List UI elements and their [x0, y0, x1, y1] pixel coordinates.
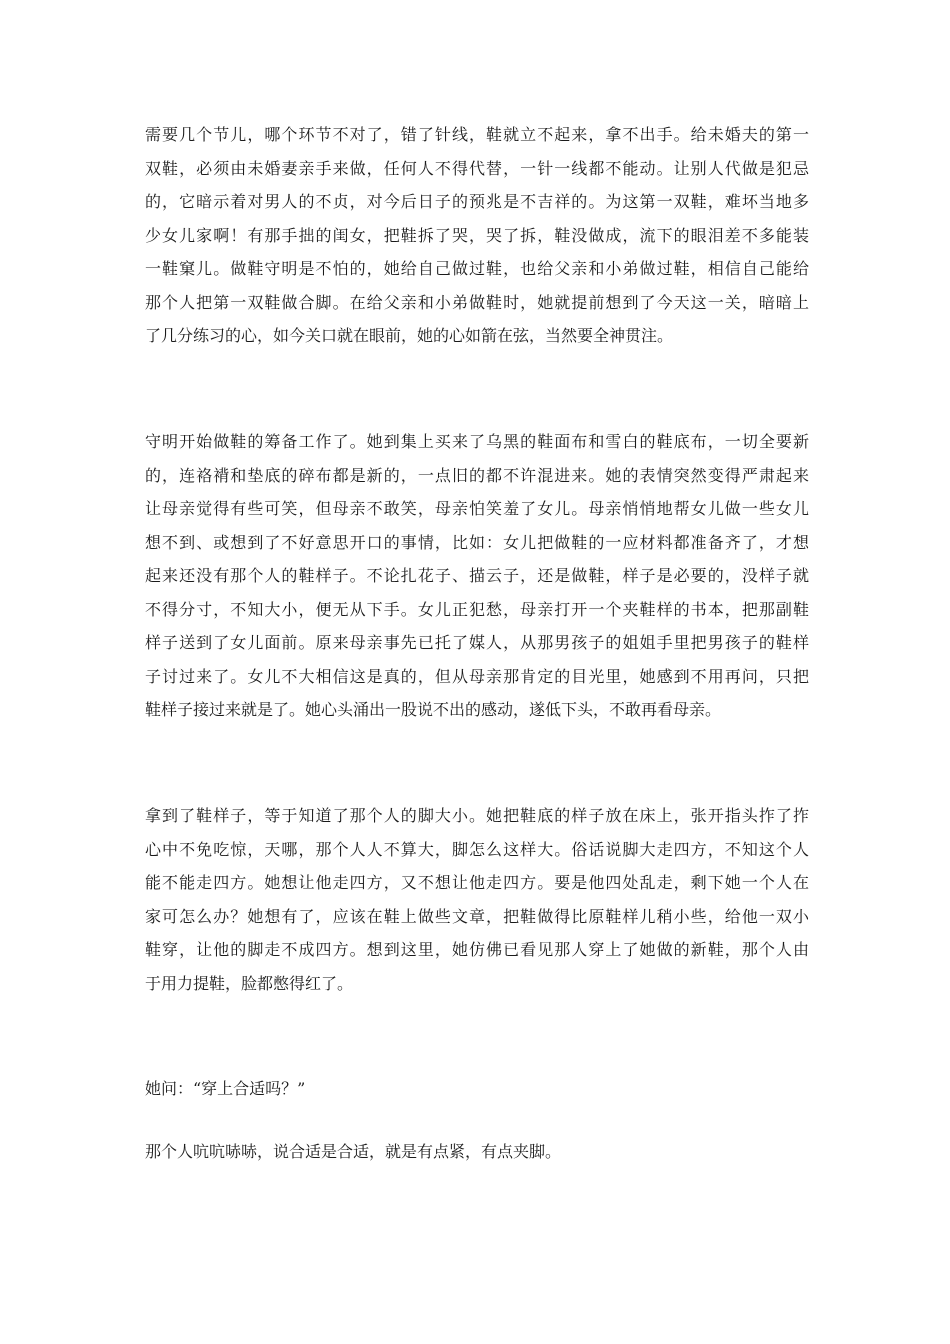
paragraph-2-line-1: 守明开始做鞋的筹备工作了。她到集上买来了乌黑的鞋面布和雪白的鞋底布，一切全要新: [145, 432, 809, 451]
paragraph-2-line-5: 起来还没有那个人的鞋样子。不论扎花子、描云子，还是做鞋，样子是必要的，没样子就: [145, 566, 809, 585]
paragraph-2-line-8: 子讨过来了。女儿不大相信这是真的，但从母亲那肯定的目光里，她感到不用再问，只把: [145, 666, 809, 686]
paragraph-2-line-9: 鞋样子接过来就是了。她心头涌出一股说不出的感动，遂低下头，不敢再看母亲。: [145, 700, 722, 719]
paragraph-5: [145, 1135, 809, 1169]
paragraph-3-line-2: 心中不免吃惊，天哪，那个人人不算大，脚怎么这样大。俗话说脚大走四方，不知这个人: [145, 839, 809, 859]
paragraph-1-line-2: 双鞋，必须由未婚妻亲手来做，任何人不得代替，一针一线都不能动。让别人代做是犯忌: [145, 158, 809, 178]
paragraph-2-line-3: 让母亲觉得有些可笑，但母亲不敢笑，母亲怕笑羞了女儿。母亲悄悄地帮女儿做一些女儿: [145, 499, 809, 518]
paragraph-2-line-7: 样子送到了女儿面前。原来母亲事先已托了媒人，从那男孩子的姐姐手里把男孩子的鞋样: [145, 633, 809, 652]
paragraph-1-line-1: 需要几个节儿，哪个环节不对了，错了针线，鞋就立不起来，拿不出手。给未婚夫的第一: [145, 125, 809, 144]
paragraph-1-line-4: 少女儿家啊！有那手拙的闺女，把鞋拆了哭，哭了拆，鞋没做成，流下的眼泪差不多能装: [145, 225, 809, 245]
paragraph-1-line-6: 那个人把第一双鞋做合脚。在给父亲和小弟做鞋时，她就提前想到了今天这一关，暗暗上: [145, 292, 809, 312]
paragraph-3: [145, 799, 809, 1000]
paragraph-2-line-4: 想不到、或想到了不好意思开口的事情，比如：女儿把做鞋的一应材料都准备齐了，才想: [145, 532, 809, 552]
paragraph-2: [145, 425, 809, 727]
paragraph-4: [145, 1072, 809, 1106]
paragraph-5-line-1: 那个人吭吭哧哧，说合适是合适，就是有点紧，有点夹脚。: [145, 1142, 562, 1161]
paragraph-3-line-1: 拿到了鞋样子，等于知道了那个人的脚大小。她把鞋底的样子放在床上，张开指头拃了拃: [145, 806, 809, 825]
paragraph-3-line-5: 鞋穿，让他的脚走不成四方。想到这里，她仿佛已看见那人穿上了她做的新鞋，那个人由: [145, 940, 809, 959]
paragraph-2-line-6: 不得分寸，不知大小，便无从下手。女儿正犯愁，母亲打开一个夹鞋样的书本，把那副鞋: [145, 599, 809, 619]
paragraph-4-line-1: 她问：“穿上合适吗？”: [145, 1079, 306, 1098]
paragraph-1: [145, 118, 809, 353]
paragraph-3-line-6: 于用力提鞋，脸都憋得红了。: [145, 973, 354, 993]
paragraph-2-line-2: 的，连袼褙和垫底的碎布都是新的，一点旧的都不许混进来。她的表情突然变得严肃起来: [145, 465, 809, 485]
paragraph-1-line-7: 了几分练习的心，如今关口就在眼前，她的心如箭在弦，当然要全神贯注。: [145, 326, 674, 345]
paragraph-1-line-5: 一鞋窠儿。做鞋守明是不怕的，她给自己做过鞋，也给父亲和小弟做过鞋，相信自己能给: [145, 259, 809, 278]
paragraph-3-line-3: 能不能走四方。她想让他走四方，又不想让他走四方。要是他四处乱走，剩下她一个人在: [145, 873, 809, 892]
paragraph-3-line-4: 家可怎么办？她想有了，应该在鞋上做些文章，把鞋做得比原鞋样儿稍小些，给他一双小: [145, 906, 809, 926]
paragraph-1-line-3: 的，它暗示着对男人的不贞，对今后日子的预兆是不吉祥的。为这第一双鞋，难坏当地多: [145, 192, 809, 211]
